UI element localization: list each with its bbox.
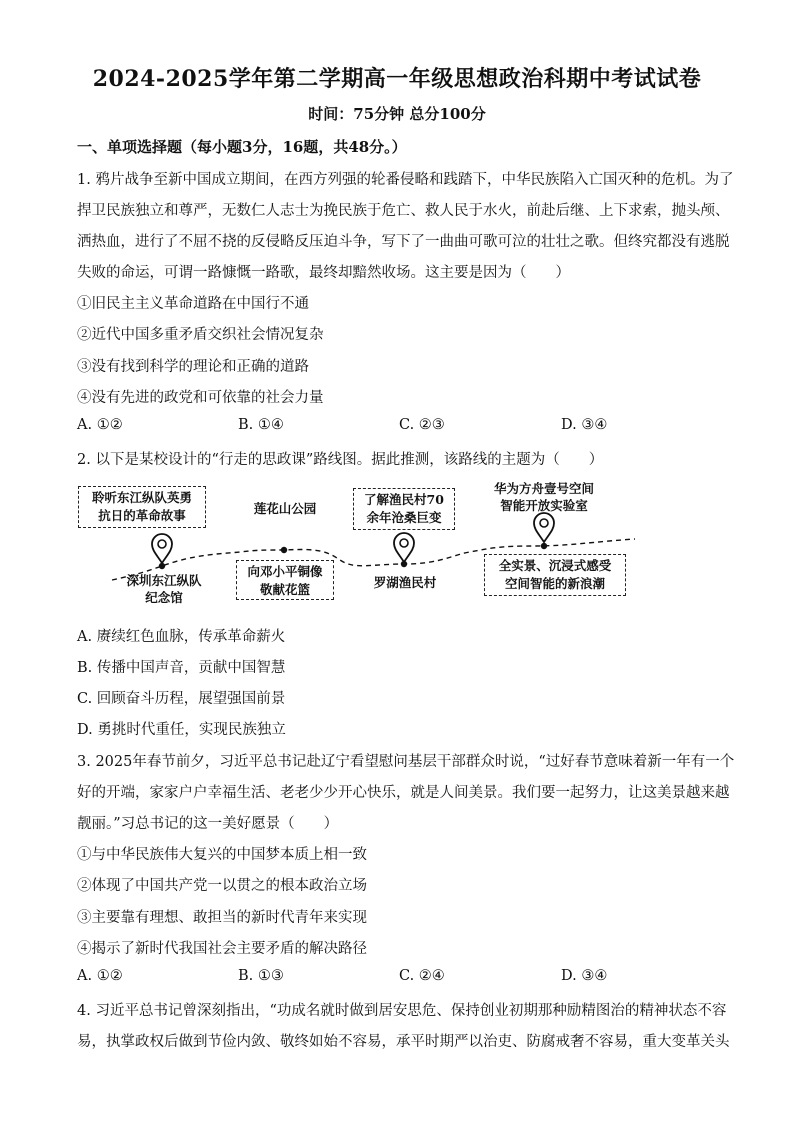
question-text-line: 好的开端，家家户户幸福生活、老老少少开心快乐，就是人间美景。我们要一起努力，让这美景越来越: [77, 785, 730, 801]
location-pin-icon: [152, 534, 172, 563]
statement: ①旧民主主义革命道路在中国行不通: [77, 296, 309, 312]
statement: ④没有先进的政党和可依靠的社会力量: [77, 390, 324, 406]
route-diagram: [70, 474, 640, 614]
route-note-text: 余年沧桑巨变: [366, 510, 442, 525]
route-note-box: [236, 560, 334, 600]
option-b[interactable]: B. ①④: [238, 417, 284, 433]
page-title: 2024-2025学年第二学期高一年级思想政治科期中考试试卷: [92, 66, 702, 92]
statement: ①与中华民族伟大复兴的中国梦本质上相一致: [77, 847, 367, 863]
option-b[interactable]: B. 传播中国声音，贡献中国智慧: [77, 660, 286, 676]
statement: ③没有找到科学的理论和正确的道路: [77, 359, 309, 375]
route-stop-label: 莲花山公园: [253, 501, 317, 516]
option-c[interactable]: C. 回顾奋斗历程，展望强国前景: [77, 691, 286, 707]
location-pin-icon: [394, 533, 414, 562]
option-d[interactable]: D. ③④: [561, 968, 608, 984]
question-text-line: 1. 鸦片战争至新中国成立期间，在西方列强的轮番侵略和践踏下，中华民族陷入亡国灭种的危机。为了: [77, 172, 734, 188]
question-text-line: 捍卫民族独立和尊严，无数仁人志士为挽民族于危亡、救人民于水火，前赴后继、上下求索，抛头颅、: [77, 203, 730, 219]
option-c[interactable]: C. ②③: [399, 417, 445, 433]
route-note-box: [78, 486, 206, 528]
route-stop-label: [124, 572, 204, 606]
route-note-text: 敬献花篮: [259, 582, 310, 597]
question-text-line: 失败的命运，可谓一路慷慨一路歌，最终却黯然收场。这主要是因为（ ）: [77, 265, 570, 281]
option-c[interactable]: C. ②④: [399, 968, 445, 984]
route-note-box: [353, 488, 455, 530]
statement: ②近代中国多重矛盾交织社会情况复杂: [77, 327, 324, 343]
question-text-line: 3. 2025年春节前夕，习近平总书记赴辽宁看望慰问基层干部群众时说，“过好春节意味着新一年有一个: [77, 754, 735, 770]
route-stop-text: 深圳东江纵队: [126, 573, 202, 588]
question-text-line: 洒热血，进行了不屈不挠的反侵略反压迫斗争，写下了一曲曲可歌可泣的壮壮之歌。但终究都没有逃脱: [77, 234, 730, 250]
route-note-text: 全实景、沉浸式感受: [498, 558, 612, 573]
option-a[interactable]: A. ①②: [77, 417, 123, 433]
route-note-box: [484, 554, 626, 596]
route-note-text: 了解渔民村70: [364, 492, 444, 507]
option-a[interactable]: A. 赓续红色血脉，传承革命薪火: [77, 629, 286, 645]
question-text-line: 4. 习近平总书记曾深刻指出，“功成名就时做到居安思危、保持创业初期那种励精图治的精神状态不容: [77, 1003, 727, 1019]
option-d[interactable]: D. ③④: [561, 417, 608, 433]
option-d[interactable]: D. 勇挑时代重任，实现民族独立: [77, 722, 286, 738]
exam-time-info: 时间：75分钟 总分100分: [308, 105, 486, 123]
question-text-line: 易，执掌政权后做到节俭内敛、敬终如始不容易，承平时期严以治吏、防腐戒奢不容易，重大变革关头: [77, 1034, 730, 1050]
option-b[interactable]: B. ①③: [238, 968, 284, 984]
section-heading: 一、单项选择题（每小题3分，16题，共48分。）: [77, 138, 407, 156]
route-stop-text: 华为方舟壹号空间: [493, 481, 594, 496]
location-pin-icon: [534, 513, 554, 542]
statement: ④揭示了新时代我国社会主要矛盾的解决路径: [77, 941, 367, 957]
route-note-text: 聆听东江纵队英勇: [91, 490, 192, 505]
statement: ③主要靠有理想、敢担当的新时代青年来实现: [77, 910, 367, 926]
question-text-line: 靓丽。”习总书记的这一美好愿景（ ）: [77, 816, 339, 832]
statement: ②体现了中国共产党一以贯之的根本政治立场: [77, 878, 367, 894]
route-stop-label: [474, 480, 614, 514]
question-text-line: 2. 以下是某校设计的“行走的思政课”路线图。据此推测，该路线的主题为（ ）: [77, 452, 604, 468]
route-note-text: 空间智能的新浪潮: [504, 576, 605, 591]
route-stop-label: 罗湖渔民村: [373, 575, 437, 590]
route-stop-text: 智能开放实验室: [500, 498, 588, 513]
option-a[interactable]: A. ①②: [77, 968, 123, 984]
route-note-text: 向邓小平铜像: [247, 564, 323, 579]
route-note-text: 抗日的革命故事: [98, 508, 186, 523]
route-stop-text: 纪念馆: [145, 590, 183, 605]
